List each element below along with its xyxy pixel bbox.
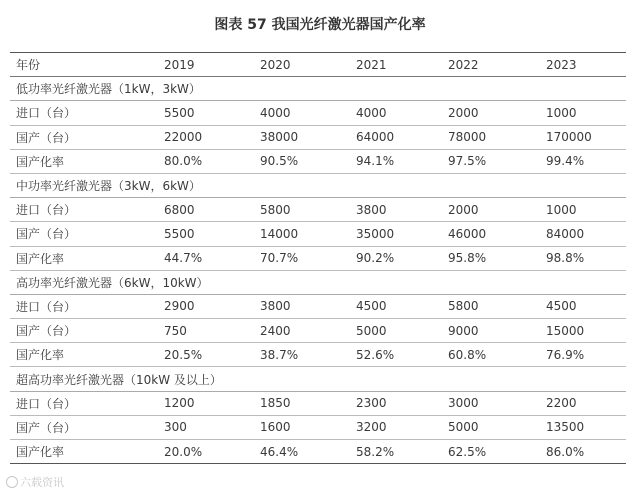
- table-cell: 38.7%: [254, 343, 350, 367]
- table-cell: 46.4%: [254, 440, 350, 464]
- table-cell: 9000: [442, 319, 540, 343]
- table-cell: 52.6%: [350, 343, 442, 367]
- watermark-logo-icon: [6, 476, 18, 488]
- row-label: 国产化率: [10, 440, 158, 464]
- row-label: 进口（台）: [10, 101, 158, 125]
- table-cell: 80.0%: [158, 149, 254, 173]
- header-year: 2020: [254, 53, 350, 77]
- table-row: [10, 198, 626, 222]
- table-cell: 1600: [254, 415, 350, 439]
- row-label: 国产（台）: [10, 415, 158, 439]
- table-cell: 6800: [158, 198, 254, 222]
- table-cell: 98.8%: [540, 246, 626, 270]
- section-header-row: [10, 173, 626, 197]
- table-row: [10, 294, 626, 318]
- table-cell: 44.7%: [158, 246, 254, 270]
- table-cell: 2000: [442, 101, 540, 125]
- row-label: 进口（台）: [10, 391, 158, 415]
- table-row: [10, 101, 626, 125]
- table-cell: 64000: [350, 125, 442, 149]
- table-cell: 300: [158, 415, 254, 439]
- table-cell: 20.0%: [158, 440, 254, 464]
- table-cell: 62.5%: [442, 440, 540, 464]
- header-year: 2021: [350, 53, 442, 77]
- row-label: 进口（台）: [10, 198, 158, 222]
- table-cell: 3800: [350, 198, 442, 222]
- section-header-row: [10, 77, 626, 101]
- table-cell: 2400: [254, 319, 350, 343]
- row-label: 进口（台）: [10, 294, 158, 318]
- header-year-label: 年份: [10, 53, 158, 77]
- table-row: [10, 391, 626, 415]
- table-cell: 90.2%: [350, 246, 442, 270]
- section-title: 低功率光纤激光器（1kW，3kW）: [10, 77, 626, 101]
- table-cell: 3200: [350, 415, 442, 439]
- table-cell: 46000: [442, 222, 540, 246]
- table-cell: 5000: [350, 319, 442, 343]
- table-cell: 35000: [350, 222, 442, 246]
- row-label: 国产（台）: [10, 222, 158, 246]
- table-cell: 99.4%: [540, 149, 626, 173]
- table-cell: 750: [158, 319, 254, 343]
- table-cell: 5800: [442, 294, 540, 318]
- table-cell: 58.2%: [350, 440, 442, 464]
- section-header-row: [10, 367, 626, 391]
- section-title: 高功率光纤激光器（6kW，10kW）: [10, 270, 626, 294]
- table-cell: 84000: [540, 222, 626, 246]
- table-cell: 3800: [254, 294, 350, 318]
- table-row: [10, 222, 626, 246]
- table-cell: 95.8%: [442, 246, 540, 270]
- table-cell: 170000: [540, 125, 626, 149]
- table-row: [10, 246, 626, 270]
- header-year: 2019: [158, 53, 254, 77]
- table-cell: 1850: [254, 391, 350, 415]
- table-cell: 4000: [254, 101, 350, 125]
- table-cell: 22000: [158, 125, 254, 149]
- watermark: [6, 474, 64, 490]
- table-cell: 14000: [254, 222, 350, 246]
- table-cell: 2000: [442, 198, 540, 222]
- table-cell: 4500: [350, 294, 442, 318]
- section-title: 中功率光纤激光器（3kW，6kW）: [10, 173, 626, 197]
- table-cell: 5800: [254, 198, 350, 222]
- section-header-row: [10, 270, 626, 294]
- table-row: [10, 440, 626, 464]
- table-cell: 94.1%: [350, 149, 442, 173]
- watermark-text: 六载资讯: [20, 476, 64, 489]
- header-row: [10, 53, 626, 77]
- table-cell: 60.8%: [442, 343, 540, 367]
- table-row: [10, 415, 626, 439]
- row-label: 国产（台）: [10, 319, 158, 343]
- table-cell: 15000: [540, 319, 626, 343]
- row-label: 国产（台）: [10, 125, 158, 149]
- table-cell: 5500: [158, 101, 254, 125]
- table-cell: 5500: [158, 222, 254, 246]
- table-cell: 86.0%: [540, 440, 626, 464]
- row-label: 国产化率: [10, 149, 158, 173]
- table-cell: 2900: [158, 294, 254, 318]
- table-cell: 1000: [540, 101, 626, 125]
- table-cell: 70.7%: [254, 246, 350, 270]
- table-cell: 76.9%: [540, 343, 626, 367]
- table-cell: 90.5%: [254, 149, 350, 173]
- localization-rate-table: [10, 52, 626, 464]
- table-row: [10, 149, 626, 173]
- table-cell: 4500: [540, 294, 626, 318]
- table-cell: 5000: [442, 415, 540, 439]
- header-year: 2023: [540, 53, 626, 77]
- table-cell: 1000: [540, 198, 626, 222]
- table-row: [10, 319, 626, 343]
- table-cell: 1200: [158, 391, 254, 415]
- table-cell: 38000: [254, 125, 350, 149]
- row-label: 国产化率: [10, 246, 158, 270]
- table-cell: 2300: [350, 391, 442, 415]
- table-title: 图表 57 我国光纤激光器国产化率: [214, 17, 426, 33]
- header-year: 2022: [442, 53, 540, 77]
- row-label: 国产化率: [10, 343, 158, 367]
- table-row: [10, 343, 626, 367]
- table-row: [10, 125, 626, 149]
- table-cell: 3000: [442, 391, 540, 415]
- table-cell: 13500: [540, 415, 626, 439]
- table-cell: 4000: [350, 101, 442, 125]
- section-title: 超高功率光纤激光器（10kW 及以上）: [10, 367, 626, 391]
- table-cell: 78000: [442, 125, 540, 149]
- table-cell: 97.5%: [442, 149, 540, 173]
- table-cell: 2200: [540, 391, 626, 415]
- table-cell: 20.5%: [158, 343, 254, 367]
